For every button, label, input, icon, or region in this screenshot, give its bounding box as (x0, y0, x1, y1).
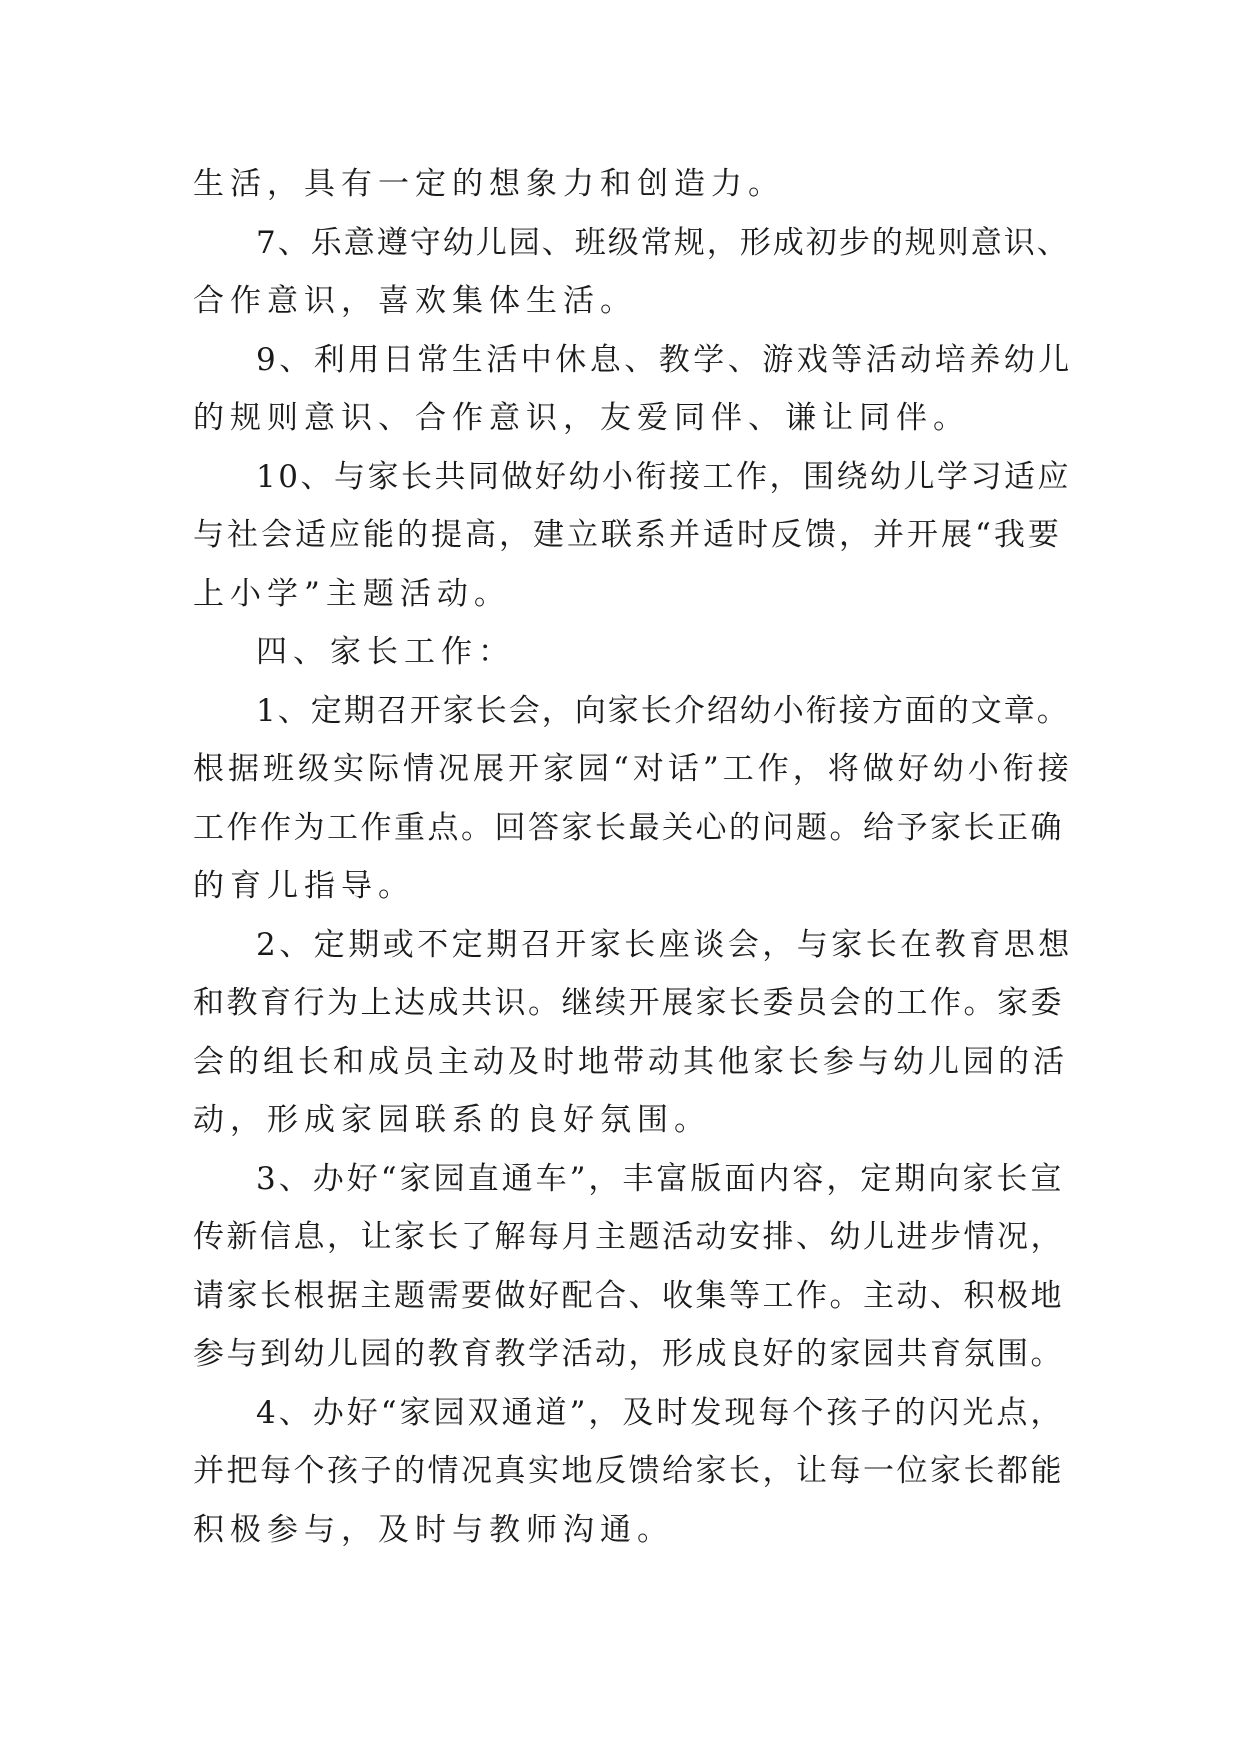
text-line: 参与到幼儿园的教育教学活动，形成良好的家园共育氛围。 (193, 1336, 1064, 1372)
text-line: 与社会适应能的提高，建立联系并适时反馈，并开展“我要 (193, 517, 1062, 553)
text-line: 上小学”主题活动。 (193, 575, 511, 612)
document-body (193, 155, 1073, 1559)
text-line: 动，形成家园联系的良好氛围。 (193, 1102, 711, 1138)
text-line: 请家长根据主题需要做好配合、收集等工作。主动、积极地 (193, 1277, 1064, 1314)
section-heading: 四、家长工作： (256, 634, 515, 670)
text-line: 的育儿指导。 (193, 868, 415, 904)
text-line: 生活，具有一定的想象力和创造力。 (193, 166, 785, 202)
text-line: 10、与家长共同做好幼小衔接工作，围绕幼儿学习适应 (256, 458, 1071, 495)
text-line: 根据班级实际情况展开家园“对话”工作，将做好幼小衔接 (193, 751, 1073, 787)
text-line: 合作意识，喜欢集体生活。 (193, 283, 637, 319)
text-line: 3、办好“家园直通车”，丰富版面内容，定期向家长宣 (256, 1160, 1065, 1197)
text-line: 1、定期召开家长会，向家长介绍幼小衔接方面的文章。 (256, 692, 1070, 729)
text-line: 积极参与，及时与教师沟通。 (193, 1511, 674, 1548)
text-line: 9、利用日常生活中休息、教学、游戏等活动培养幼儿 (256, 341, 1073, 378)
text-line: 和教育行为上达成共识。继续开展家长委员会的工作。家委 (193, 985, 1064, 1021)
text-line: 7、乐意遵守幼儿园、班级常规，形成初步的规则意识、 (256, 224, 1070, 261)
text-line: 的规则意识、合作意识，友爱同伴、谦让同伴。 (193, 400, 970, 436)
text-line: 会的组长和成员主动及时地带动其他家长参与幼儿园的活 (193, 1043, 1068, 1080)
text-line: 传新信息，让家长了解每月主题活动安排、幼儿进步情况， (193, 1219, 1064, 1255)
text-line: 4、办好“家园双通道”，及时发现每个孩子的闪光点， (256, 1394, 1065, 1431)
text-line: 工作作为工作重点。回答家长最关心的问题。给予家长正确 (193, 809, 1064, 846)
text-line: 2、定期或不定期召开家长座谈会，与家长在教育思想 (256, 926, 1073, 963)
text-line: 并把每个孩子的情况真实地反馈给家长，让每一位家长都能 (193, 1453, 1064, 1489)
